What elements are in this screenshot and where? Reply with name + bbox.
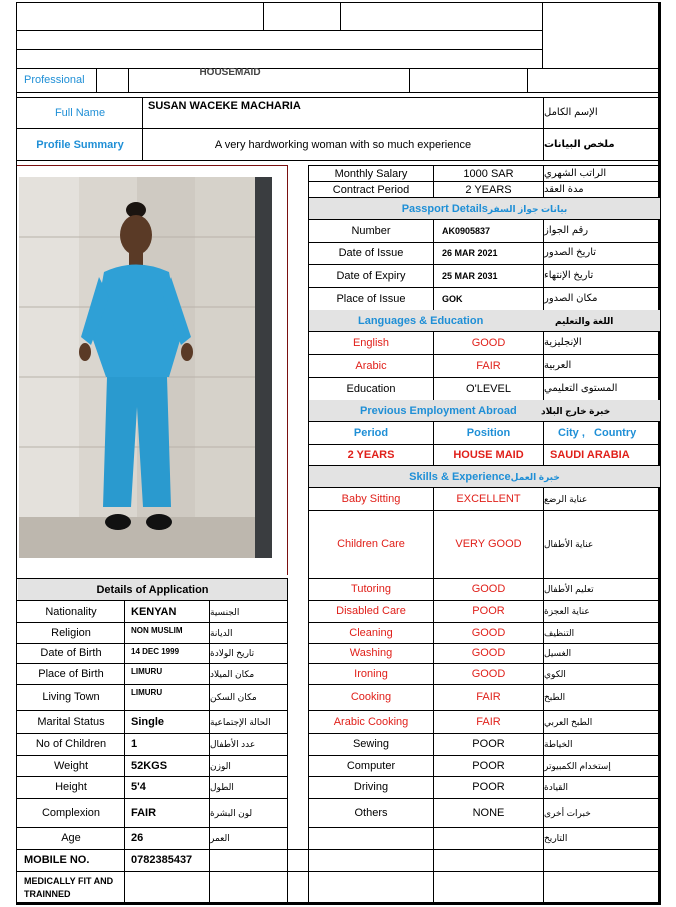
employment-location: SAUDI ARABIA — [550, 449, 630, 461]
grid-line — [287, 849, 288, 905]
application-field-label: Religion — [51, 626, 91, 639]
skill-label: Arabic Cooking — [333, 715, 409, 728]
grid-line — [209, 600, 210, 849]
contract-arabic: مدة العقد — [544, 183, 584, 195]
mobile-value: 0782385437 — [131, 854, 193, 866]
passport-title: Passport Details — [401, 202, 488, 215]
profile-summary-value: A very hardworking woman with so much experience — [214, 138, 472, 151]
application-field-label: Height — [55, 781, 87, 793]
grid-line — [543, 421, 544, 465]
skill-level: GOOD — [471, 626, 506, 639]
employment-header-period: Period — [353, 427, 389, 439]
skill-level: VERY GOOD — [455, 538, 522, 550]
languages-section-header — [309, 310, 660, 331]
passport-field-label: Date of Expiry — [336, 269, 406, 282]
candidate-photo — [19, 177, 272, 558]
skill-label: Ironing — [354, 667, 388, 680]
passport-field-arabic: مكان الصدور — [544, 292, 598, 304]
skill-label: Driving — [353, 781, 389, 793]
employment-header-position: Position — [466, 427, 511, 439]
application-field-value: 1 — [131, 738, 138, 750]
application-field-arabic: لون البشرة — [210, 807, 253, 818]
application-field-arabic: تاريخ الولادة — [210, 648, 255, 658]
profile-summary-arabic: ملخص البيانات — [544, 138, 615, 150]
language-label: Arabic — [355, 359, 387, 372]
application-field-label: Complexion — [41, 806, 101, 819]
application-field-value: 26 — [131, 832, 144, 844]
application-field-value: NON MUSLIM — [131, 626, 183, 635]
grid-line — [433, 421, 434, 465]
application-field-value: LIMURU — [131, 688, 163, 697]
skill-arabic: التاريخ — [544, 833, 568, 843]
language-label: Education — [346, 382, 396, 395]
salary-arabic: الراتب الشهري — [544, 167, 607, 179]
grid-line — [128, 68, 129, 92]
skill-level: POOR — [472, 605, 505, 617]
language-arabic: المستوى التعليمي — [544, 382, 618, 394]
passport-section-header — [309, 198, 660, 219]
mobile-label: MOBILE NO. — [24, 854, 90, 866]
employment-header-location: City , Country — [558, 427, 637, 439]
salary-label: Monthly Salary — [334, 167, 408, 180]
application-field-label: Living Town — [42, 691, 100, 703]
skill-arabic: إستخدام الكمبيوتر — [544, 760, 611, 771]
languages-title-arabic: اللغة والتعليم — [555, 315, 614, 326]
grid-line — [543, 219, 544, 310]
passport-field-value: 25 MAR 2031 — [442, 270, 498, 281]
application-field-value: 14 DEC 1999 — [131, 647, 180, 656]
application-field-arabic: العمر — [210, 833, 230, 843]
skill-arabic: القيادة — [544, 782, 568, 792]
passport-title-arabic: بيانات جواز السفر — [487, 203, 568, 214]
grid-line — [340, 2, 341, 30]
candidate-photo-illustration — [19, 177, 272, 558]
grid-line — [17, 49, 543, 50]
grid-line — [543, 849, 544, 905]
grid-line — [409, 68, 410, 92]
grid-line — [17, 68, 660, 69]
passport-field-arabic: رقم الجواز — [544, 225, 589, 236]
application-field-arabic: الحالة الإجتماعية — [210, 716, 271, 727]
application-field-arabic: الجنسية — [210, 606, 240, 617]
grid-line — [96, 68, 97, 92]
passport-field-label: Date of Issue — [338, 247, 404, 259]
skill-level: POOR — [472, 738, 505, 750]
application-section-header: Details of Application — [18, 579, 287, 600]
passport-field-value: 26 MAR 2021 — [442, 248, 498, 258]
application-field-label: Weight — [53, 759, 89, 772]
contract-value: 2 YEARS — [465, 183, 512, 196]
skill-label: Tutoring — [351, 583, 391, 595]
application-field-arabic: عدد الأطفال — [210, 739, 256, 749]
full-name-label: Full Name — [54, 107, 106, 119]
grid-line — [527, 68, 528, 92]
skills-title: Skills & Experience — [409, 470, 511, 483]
photo-frame-line — [17, 165, 287, 166]
grid-line — [543, 487, 544, 849]
grid-line — [124, 849, 125, 905]
skill-level — [434, 827, 543, 849]
professional-label: Professional — [24, 74, 85, 86]
application-field-arabic: مكان الميلاد — [210, 668, 255, 679]
application-field-label: Date of Birth — [40, 647, 102, 659]
skill-level: GOOD — [471, 647, 506, 659]
application-field-value: 52KGS — [131, 759, 168, 772]
application-field-arabic: مكان السكن — [210, 692, 257, 702]
skill-arabic: عناية العجزة — [544, 606, 590, 616]
grid-line — [542, 2, 543, 68]
profile-summary-label: Profile Summary — [36, 138, 124, 151]
grid-line — [543, 331, 544, 400]
language-level: GOOD — [471, 337, 506, 349]
photo-frame-line — [287, 165, 288, 575]
language-level: O'LEVEL — [466, 382, 511, 395]
skill-label: Cooking — [350, 691, 392, 703]
passport-field-value: GOK — [442, 293, 463, 304]
application-field-label: Age — [61, 832, 81, 844]
skill-arabic: التنظيف — [544, 627, 575, 638]
grid-line — [17, 92, 660, 93]
employment-title-arabic: خبرة خارج البلاد — [541, 405, 611, 416]
skill-label: Others — [354, 806, 388, 819]
language-level: FAIR — [476, 359, 501, 372]
passport-field-label: Place of Issue — [336, 292, 406, 305]
application-field-arabic: الديانة — [210, 627, 233, 638]
skill-label: Children Care — [337, 538, 405, 550]
grid-line — [433, 487, 434, 849]
contract-label: Contract Period — [332, 183, 410, 196]
grid-line — [433, 331, 434, 400]
skill-arabic: الطبخ العربي — [544, 716, 593, 727]
skill-label: Washing — [349, 647, 393, 659]
skill-level: POOR — [472, 781, 505, 793]
language-arabic: العربية — [544, 359, 572, 371]
skill-level: GOOD — [471, 583, 506, 595]
grid-line — [209, 849, 210, 905]
salary-value: 1000 SAR — [463, 167, 514, 180]
skill-level: GOOD — [471, 667, 506, 680]
language-label: English — [352, 337, 390, 349]
grid-line — [433, 849, 434, 905]
skill-arabic: عناية الرضع — [544, 494, 588, 504]
skill-arabic: تعليم الأطفال — [544, 584, 594, 594]
application-field-label: No of Children — [35, 738, 107, 750]
skill-arabic: الخياطة — [544, 739, 573, 749]
skill-label — [309, 827, 433, 849]
grid-line — [17, 849, 660, 850]
passport-field-arabic: تاريخ الصدور — [544, 247, 597, 258]
skill-level: FAIR — [476, 691, 501, 703]
skill-label: Cleaning — [349, 626, 393, 639]
profession-value: HOUSEMAID — [199, 67, 261, 78]
application-field-label: Nationality — [45, 605, 97, 618]
employment-title: Previous Employment Abroad — [360, 404, 517, 417]
skill-arabic: الكوي — [544, 668, 566, 679]
application-field-value: LIMURU — [131, 667, 163, 676]
skill-arabic: عناية الأطفال — [544, 539, 594, 549]
employment-section-header — [309, 400, 660, 421]
passport-field-arabic: تاريخ الإنتهاء — [544, 269, 594, 281]
skill-level: NONE — [472, 806, 505, 819]
application-field-value: 5'4 — [131, 781, 146, 793]
full-name-value: SUSAN WACEKE MACHARIA — [148, 100, 301, 112]
application-field-arabic: الوزن — [210, 760, 231, 771]
skill-arabic: الغسيل — [544, 648, 572, 658]
grid-line — [124, 600, 125, 849]
grid-line — [287, 578, 288, 849]
languages-title: Languages & Education — [358, 314, 484, 327]
skill-label: Sewing — [352, 738, 390, 750]
language-arabic: الإنجليزية — [544, 337, 582, 348]
skills-section-header — [309, 466, 660, 487]
application-field-label: Place of Birth — [38, 667, 104, 680]
skill-label: Computer — [346, 759, 396, 772]
skill-arabic: خبرات أخرى — [544, 807, 591, 818]
application-field-value: KENYAN — [131, 605, 177, 618]
skill-label: Baby Sitting — [341, 493, 401, 505]
application-field-arabic: الطول — [210, 782, 234, 792]
passport-field-label: Number — [351, 225, 391, 237]
skill-label: Disabled Care — [336, 605, 406, 617]
skill-arabic: الطبخ — [544, 692, 566, 702]
application-field-value: Single — [131, 715, 165, 728]
grid-line — [263, 2, 264, 30]
skills-title-arabic: خبرة العمل — [510, 471, 560, 482]
grid-line — [17, 30, 543, 31]
passport-field-value: AK0905837 — [442, 226, 491, 236]
medical-label: MEDICALLY FIT AND TRAINNED — [24, 876, 114, 899]
grid-line — [17, 160, 660, 161]
application-field-label: Marital Status — [37, 715, 105, 728]
application-field-value: FAIR — [131, 806, 157, 819]
full-name-arabic: الإسم الكامل — [544, 107, 598, 118]
employment-position: HOUSE MAID — [453, 449, 524, 461]
skill-level: EXCELLENT — [456, 493, 521, 505]
employment-period: 2 YEARS — [347, 449, 395, 461]
grid-line — [433, 219, 434, 310]
skill-level: POOR — [472, 759, 505, 772]
skill-level: FAIR — [476, 715, 501, 728]
